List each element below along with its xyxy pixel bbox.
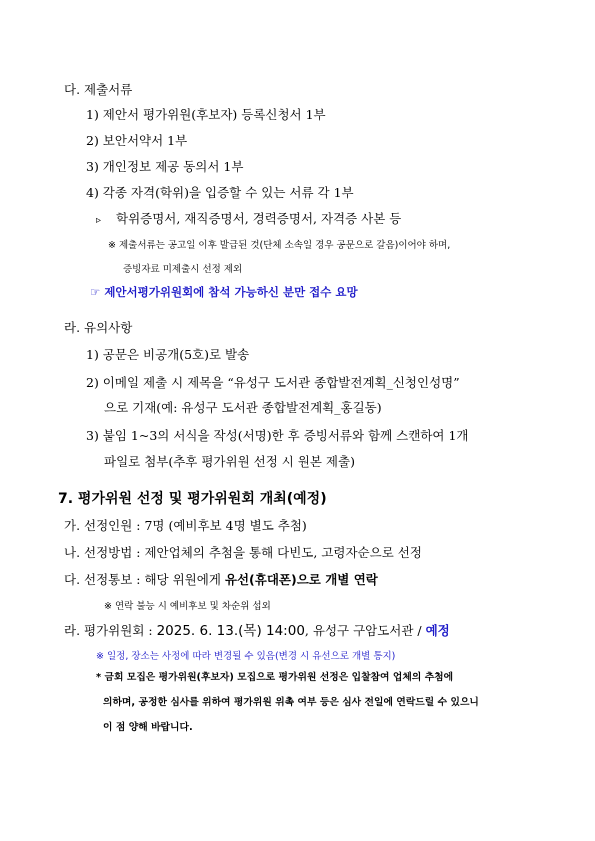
section-7-da-emphasis: 유선(휴대폰)으로 개별 연락: [224, 572, 378, 587]
submission-item-1: 1) 제안서 평가위원(후보자) 등록신청서 1부: [86, 107, 326, 122]
submission-sub-item: [96, 213, 401, 226]
section-7-ra: [64, 625, 450, 639]
section-7-ra-status: 예정: [425, 623, 450, 638]
triangle-bullet-icon: ▹: [96, 215, 102, 226]
section-7-ra-prefix: 라. 평가위원회 :: [64, 623, 157, 638]
section-7-da: [64, 574, 378, 587]
submission-item-3: 3) 개인정보 제공 동의서 1부: [86, 159, 244, 174]
cautions-item-3-line-2: 파일로 첨부(추후 평가위원 선정 시 원본 제출): [104, 454, 355, 469]
submission-sub-item-text: 학위증명서, 재직증명서, 경력증명서, 자격증 사본 등: [116, 211, 402, 226]
final-notice-line-2: 의하며, 공정한 심사를 위하여 평가위원 위촉 여부 등은 심사 전일에 연락드릴 수 있으니: [103, 697, 479, 708]
cautions-item-2-line-1: 2) 이메일 제출 시 제목을 “유성구 도서관 종합발전계획_신청인성명”: [86, 375, 460, 390]
section-7-ra-note: ※ 일정, 장소는 사정에 따라 변경될 수 있음(변경 시 유선으로 개별 통지): [96, 651, 396, 662]
submission-note-line-2: 증빙자료 미제출시 선정 제외: [123, 264, 243, 275]
submission-note-line-1: ※ 제출서류는 공고일 이후 발급된 것(단체 소속일 경우 공문으로 갈음)이어야 하며,: [108, 240, 451, 251]
section-7-ga: 가. 선정인원 : 7명 (예비후보 4명 별도 추첨): [64, 518, 307, 533]
submission-heading: 다. 제출서류: [64, 82, 133, 97]
final-notice-line-3: 이 점 양해 바랍니다.: [103, 722, 193, 733]
cautions-heading: 라. 유의사항: [64, 320, 133, 335]
section-7-da-note: ※ 연락 불능 시 예비후보 및 차순위 섭외: [104, 601, 271, 612]
submission-highlight: ☞ 제안서평가위원회에 참석 가능하신 분만 접수 요망: [90, 285, 358, 299]
cautions-item-1: 1) 공문은 비공개(5호)로 발송: [86, 347, 250, 362]
submission-item-4: 4) 각종 자격(학위)을 입증할 수 있는 서류 각 1부: [86, 185, 354, 200]
section-7-da-prefix: 다. 선정통보 : 해당 위원에게: [64, 572, 225, 587]
section-7-ra-middle: , 유성구 구암도서관 /: [304, 623, 426, 638]
section-7-heading: 7. 평가위원 선정 및 평가위원회 개최(예정): [58, 491, 327, 507]
section-7-ra-date: 2025. 6. 13.(목) 14:00: [156, 623, 305, 639]
cautions-item-2-line-2: 으로 기재(예: 유성구 도서관 종합발전계획_홍길동): [104, 400, 382, 415]
section-7-na: 나. 선정방법 : 제안업체의 추첨을 통해 다빈도, 고령자순으로 선정: [64, 545, 422, 560]
final-notice-line-1: * 금회 모집은 평가위원(후보자) 모집으로 평가위원 선정은 입찰참여 업체의 추첨에: [96, 672, 454, 683]
cautions-item-3-line-1: 3) 붙임 1~3의 서식을 작성(서명)한 후 증빙서류와 함께 스캔하여 1개: [86, 428, 469, 443]
submission-item-2: 2) 보안서약서 1부: [86, 133, 188, 148]
